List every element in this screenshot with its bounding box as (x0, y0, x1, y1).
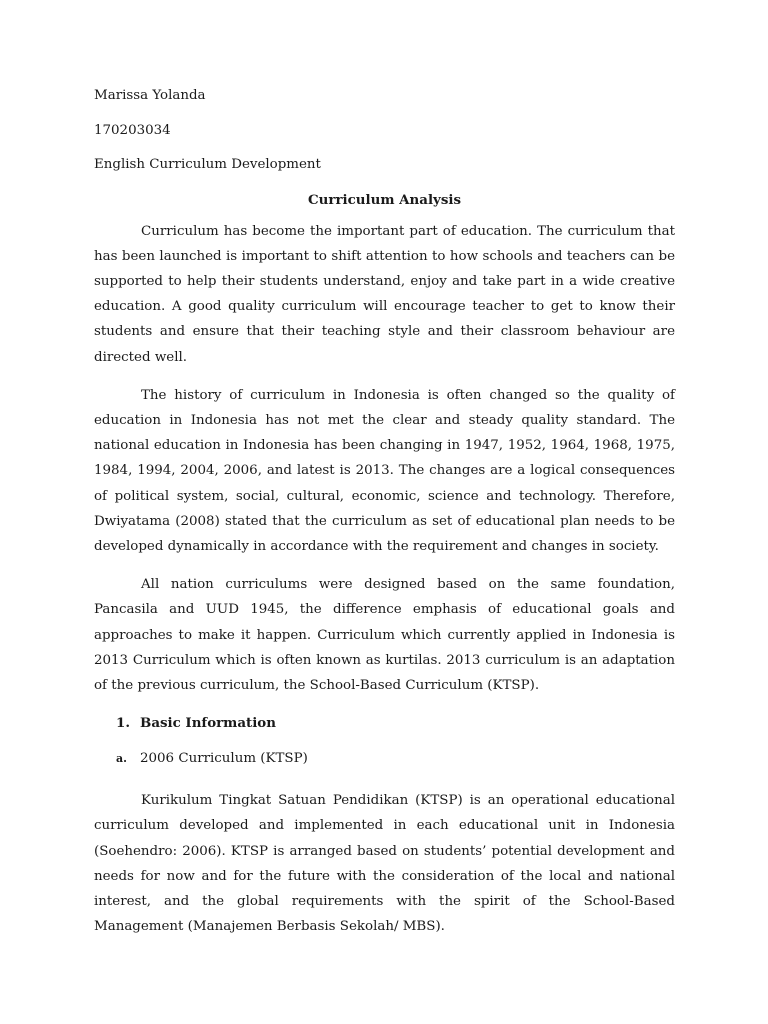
paragraph-foundation: All nation curriculums were designed based on the same foundation, Pancasila and UUD 1945, the difference emphasis of educational goals and approaches to make it happen. Curriculum which currently applied in Indonesia is 2013 Curriculum which is often known as kurtilas. 2013 curriculum is an adaptation of the previous curriculum, the School-Based Curriculum (KTSP). (94, 577, 675, 693)
paragraph-history: The history of curriculum in Indonesia is often changed so the quality of education in Indonesia has not met the clear and steady quality standard. The national education in Indonesia has been changing in 1947, 1952, 1964, 1968, 1975, 1984, 1994, 2004, 2006, and latest is 2013. The changes are a logical consequences of political system, social, cultural, economic, science and technology. Therefore, Dwiyatama (2008) stated that the curriculum as set of educational plan needs to be developed dynamically in accordance with the requirement and changes in society. (94, 387, 675, 554)
section-label: Basic Information (140, 715, 276, 732)
student-id: 170203034 (94, 122, 171, 138)
section-heading-basic-information (94, 712, 675, 734)
subsection-label: 2006 Curriculum (KTSP) (140, 751, 308, 767)
paragraph-intro: Curriculum has become the important part of education. The curriculum that has been launched is important to shift attention to how schools and teachers can be supported to help their students understand, enjoy and take part in a wide creative education. A good quality curriculum will encourage teacher to get to know their students and ensure that their teaching style and their classroom behaviour are directed well. (94, 223, 675, 365)
subsection-letter: a. (116, 752, 127, 766)
author-name: Marissa Yolanda (94, 88, 206, 103)
document-page (94, 85, 675, 952)
section-number: 1. (116, 715, 130, 732)
document-title: Curriculum Analysis (308, 191, 461, 208)
subsection-heading-ktsp (94, 748, 675, 770)
course-name: English Curriculum Development (94, 157, 321, 172)
paragraph-ktsp: Kurikulum Tingkat Satuan Pendidikan (KTSP) is an operational educational curriculum developed and implemented in each educational unit in Indonesia (Soehendro: 2006). KTSP is arranged based on students’ potential development and needs for now and for the future with the consideration of the local and national interest, and the global requirements with the spirit of the School-Based Management (Manajemen Berbasis Sekolah/ MBS). (94, 793, 675, 935)
